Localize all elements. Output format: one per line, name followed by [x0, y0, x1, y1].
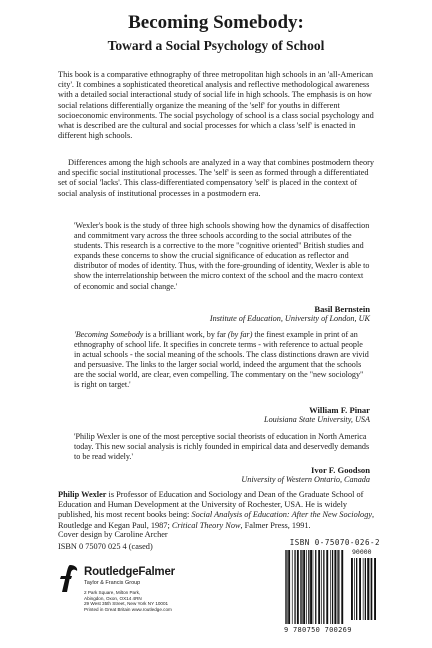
- reviewer-name: Ivor F. Goodson: [311, 465, 370, 475]
- barcode-bar: [310, 550, 312, 624]
- barcode-bar: [294, 550, 295, 624]
- review-quote-pinar: [74, 330, 370, 391]
- address-line: 2 Park Square, Milton Park,: [84, 590, 141, 595]
- review-attribution-bernstein: [210, 304, 370, 324]
- barcode-bar: [367, 558, 369, 620]
- publisher-group: Taylor & Francis Group: [84, 580, 141, 586]
- barcode-price-code: 90000: [352, 548, 372, 556]
- isbn-text: ISBN 0 75070 025 4 (cased): [58, 542, 153, 551]
- publisher-name: RoutledgeFalmer: [84, 566, 175, 578]
- book-title: Becoming Somebody:: [128, 12, 304, 33]
- publisher-logo: [58, 564, 238, 634]
- bio-text: , Routledge and Kegan Paul, 1987;: [58, 510, 375, 530]
- review-attribution-pinar: [264, 405, 370, 425]
- barcode-bar: [341, 550, 343, 624]
- barcode-bar: [330, 550, 331, 624]
- review-quote-bernstein: 'Wexler's book is the study of three high schools showing how the dynamics of disaffection and commitment vary across the three schools according to the social attributes of the students. This research is a corrective to the more "cognitive oriented" British studies and expands these concerns to show the crucial significance of education as reflector and distributor of modes of identity. Thus, with the fore-grounding of identity, Wexler is able to show the interrelationship between the micro context of the school and the macro context of economic and social change.': [74, 221, 370, 291]
- barcode-bar: [363, 558, 364, 620]
- reviewer-institution: University of Western Ontario, Canada: [241, 475, 370, 484]
- publisher-address: [84, 590, 172, 612]
- book-title-1: Social Analysis of Education: After the New Sociology: [191, 510, 373, 520]
- barcode-bar: [303, 550, 305, 624]
- barcode-bar: [338, 550, 339, 624]
- barcode-bar: [288, 550, 290, 624]
- quote-italic-emphasis: (by far): [227, 330, 253, 339]
- barcode-bar: [301, 550, 302, 624]
- quote-text: is a brilliant work, by far: [143, 330, 228, 339]
- barcode-bar: [356, 558, 357, 620]
- barcode-bar: [323, 550, 324, 624]
- barcode-bar: [370, 558, 371, 620]
- address-line: 29 West 35th Street, New York NY 10001: [84, 601, 169, 607]
- book-subtitle: Toward a Social Psychology of School: [107, 38, 325, 53]
- barcode-bar: [285, 550, 286, 624]
- barcode-bar: [297, 550, 299, 624]
- reviewer-institution: Louisiana State University, USA: [264, 415, 370, 424]
- barcode-bar: [318, 550, 320, 624]
- reviewer-name: William F. Pinar: [309, 405, 370, 415]
- barcode-bar: [313, 550, 314, 624]
- barcode-bar: [326, 550, 328, 624]
- barcode-bar: [332, 550, 333, 624]
- barcode-bar: [308, 550, 309, 624]
- isbn-barcode: [284, 538, 380, 634]
- reviewer-name: Basil Bernstein: [314, 304, 370, 314]
- price-barcode-icon: [350, 558, 378, 622]
- quote-italic-title: 'Becoming Somebody: [74, 330, 144, 339]
- barcode-bar: [315, 550, 316, 624]
- description-paragraph-2: Differences among the high schools are analyzed in a way that combines postmodern theory and specific social institutional processes. The 'self' is seen as formed through a differentiated set of social 'lacks'. This class-differentiated compensatory 'self' is placed in the context of social analysis of institutional processes in a postmodern era.: [58, 158, 375, 198]
- barcode-bar: [354, 558, 355, 620]
- barcode-isbn-label: ISBN 0-75070-026-2: [289, 538, 380, 547]
- barcode-bar: [300, 550, 301, 624]
- barcode-bar: [359, 558, 361, 620]
- barcode-bar: [351, 558, 353, 620]
- review-attribution-goodson: [241, 465, 370, 485]
- author-bio: [58, 490, 378, 531]
- description-paragraph-1: This book is a comparative ethnography of three metropolitan high schools in an 'all-American city'. It combines a sophisticated theoretical analysis and reflective methodological awareness with a detailed social interactional study of social life in high schools. The emphasis is on how social relations differentially organize the meaning of the 'self' for youths in different socioeconomic environments. The social psychology of school is a class social psychology and what is described are the cultural and social processes for which a class 'self' is enacted in different high schools.: [58, 70, 374, 141]
- barcode-bar: [371, 558, 372, 620]
- barcode-ean-number: 9 780750 700269: [284, 626, 352, 634]
- barcode-bar: [334, 550, 336, 624]
- bio-text: , Falmer Press, 1991.: [240, 520, 311, 530]
- barcode-bar: [306, 550, 307, 624]
- barcode-bar: [337, 550, 338, 624]
- book-title-2: Critical Theory Now: [171, 520, 241, 530]
- ean-barcode-icon: [284, 550, 346, 626]
- address-line: Abingdon, Oxon, OX14 4RN: [84, 595, 142, 601]
- barcode-bar: [365, 558, 366, 620]
- cover-design-credit: Cover design by Caroline Archer: [58, 530, 168, 539]
- bio-text: is Professor of Education and Sociology and Dean of the Graduate School of Education and Human Development at the University of Rochester, USA. He is widely published, his most recent books being:: [58, 490, 364, 520]
- barcode-bar: [374, 558, 376, 620]
- address-line: Printed in Great Britain www.routledge.com: [84, 606, 172, 612]
- review-quote-goodson: 'Philip Wexler is one of the most perceptive social theorists of education in North America today. This new social analysis is richly founded in empirical data and deservedly demands to be read widely.': [74, 432, 370, 462]
- reviewer-institution: Institute of Education, University of London, UK: [209, 314, 370, 323]
- quote-text: the finest example in print of an ethnography of school life. It specifies in concrete terms - with reference to actual people in actual schools - the social meaning of the schools. The class distinctions drawn are vivid and persuasive. The links to the larger social world, indeed the argument that the schools are the social world, are clear, even compelling. The commentary on the "new sociology" is right on target.': [74, 330, 369, 390]
- barcode-bar: [292, 550, 293, 624]
- barcode-bar: [286, 550, 287, 624]
- author-name: Philip Wexler: [58, 490, 107, 499]
- routledge-falmer-logo-icon: [58, 564, 80, 594]
- barcode-bar: [321, 550, 322, 624]
